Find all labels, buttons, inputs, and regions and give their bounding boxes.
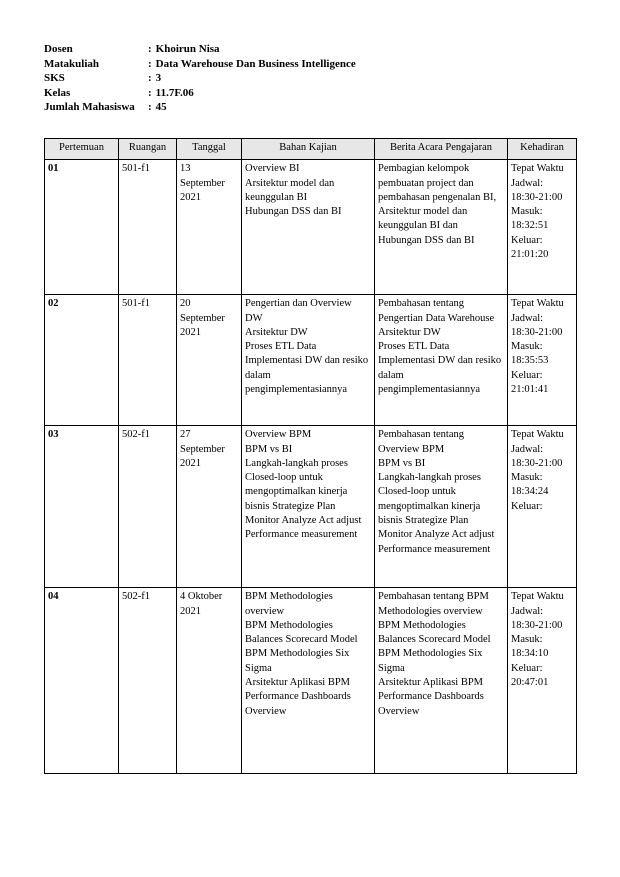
date-cell: 4 Oktober 2021 [177, 588, 242, 774]
cell-line: Langkah-langkah proses Closed-loop untuk mengoptimalkan kinerja bisnis Strategize Plan Monitor Analyze Act adjust [378, 472, 495, 541]
attendance-cell [508, 426, 577, 588]
cell-line: Jadwal: 18:30-21:00 [511, 605, 563, 631]
cell-line: Jadwal: 18:30-21:00 [511, 177, 563, 203]
table-row [45, 295, 577, 426]
cell-line: BPM Methodologies Balances Scorecard Model [245, 619, 358, 646]
info-separator: : [148, 43, 152, 55]
room-cell: 502-f1 [119, 426, 177, 588]
table-row [45, 426, 577, 588]
cell-line: Pembahasan tentang BPM Methodologies overview [378, 591, 489, 617]
cell-line: Performance measurement [378, 543, 491, 555]
info-value: Khoirun Nisa [155, 43, 220, 55]
room-cell: 501-f1 [119, 295, 177, 426]
topic-cell [242, 295, 375, 426]
info-label: Matakuliah [44, 57, 100, 70]
meeting-number-cell: 02 [45, 295, 119, 426]
info-value: 11.7F.06 [155, 86, 194, 99]
cell-line: Jadwal: 18:30-21:00 [511, 443, 563, 469]
info-row-credits [44, 71, 356, 86]
table-header-row [45, 139, 577, 160]
cell-line: Performance Dashboards Overview [378, 691, 484, 717]
cell-line: Pengertian dan Overview DW [245, 298, 352, 324]
meeting-table-container [44, 138, 576, 774]
info-label: SKS [44, 72, 65, 84]
column-header-date: Tanggal [177, 139, 242, 160]
meeting-table [44, 138, 577, 774]
cell-line: BPM Methodologies Balances Scorecard Model [378, 619, 491, 646]
cell-line: BPM vs BI [378, 457, 426, 469]
cell-line: Jadwal: 18:30-21:00 [511, 312, 563, 338]
info-value: 3 [155, 72, 162, 84]
attendance-cell [508, 160, 577, 295]
info-row-course [44, 57, 356, 72]
cell-line: BPM Methodologies Six Sigma [378, 648, 483, 674]
info-row-class [44, 86, 356, 101]
cell-line: Overview BPM [245, 429, 312, 441]
report-cell [375, 160, 508, 295]
cell-line: Keluar: 20:47:01 [511, 662, 549, 689]
table-row [45, 160, 577, 295]
cell-line: Keluar: [511, 500, 543, 512]
cell-line: Overview BPM [378, 443, 445, 455]
cell-line: Arsitektur DW [245, 326, 308, 338]
cell-line: Masuk: 18:35:53 [511, 341, 549, 367]
date-cell: 13 September 2021 [177, 160, 242, 295]
info-separator: : [148, 72, 152, 84]
meeting-number-cell: 01 [45, 160, 119, 295]
cell-line: Arsitektur model dan keunggulan BI [245, 177, 335, 203]
cell-line: Hubungan DSS dan BI [245, 206, 342, 218]
column-header-topic: Bahan Kajian [242, 139, 375, 160]
info-row-students [44, 100, 356, 115]
table-body [45, 160, 577, 774]
column-header-meeting: Pertemuan [45, 139, 119, 160]
cell-line: Overview BI [245, 163, 300, 175]
report-cell [375, 295, 508, 426]
table-row [45, 588, 577, 774]
cell-line: Masuk: 18:34:24 [511, 472, 549, 498]
cell-line: Masuk: 18:34:10 [511, 634, 549, 660]
cell-line: Implementasi DW dan resiko dalam pengimplementasiannya [245, 355, 369, 396]
cell-line: Tepat Waktu [511, 429, 564, 441]
date-cell: 27 September 2021 [177, 426, 242, 588]
info-label: Jumlah Mahasiswa [44, 101, 135, 113]
column-header-attendance: Kehadiran [508, 139, 577, 160]
cell-line: Tepat Waktu [511, 163, 564, 175]
cell-line: Keluar: 21:01:20 [511, 234, 549, 261]
room-cell: 502-f1 [119, 588, 177, 774]
cell-line: Performance Dashboards Overview [245, 691, 351, 717]
cell-line: Arsitektur Aplikasi BPM [378, 677, 484, 689]
info-label: Dosen [44, 43, 73, 55]
meeting-number-cell: 04 [45, 588, 119, 774]
attendance-cell [508, 588, 577, 774]
column-header-report: Berita Acara Pengajaran [375, 139, 508, 160]
course-info [44, 42, 356, 115]
cell-line: Pembahasan tentang [378, 429, 465, 441]
cell-line: Langkah-langkah proses Closed-loop untuk mengoptimalkan kinerja bisnis Strategize Plan Monitor Analyze Act adjust [245, 457, 362, 527]
info-value: 45 [155, 101, 167, 113]
cell-line: Pembagian kelompok pembuatan project dan pembahasan pengenalan BI, Arsitektur model dan keunggulan BI dan Hubungan DSS dan BI [378, 163, 497, 246]
info-row-lecturer [44, 42, 356, 57]
info-value: Data Warehouse Dan Business Intelligence [155, 57, 356, 70]
cell-line: Pembahasan tentang Pengertian Data Warehouse Arsitektur DW [378, 298, 495, 338]
cell-line: Proses ETL Data [378, 341, 450, 353]
date-cell: 20 September 2021 [177, 295, 242, 426]
cell-line: Proses ETL Data [245, 341, 317, 353]
attendance-cell [508, 295, 577, 426]
topic-cell [242, 588, 375, 774]
report-cell [375, 588, 508, 774]
info-separator: : [148, 86, 152, 99]
info-label: Kelas [44, 86, 71, 99]
topic-cell [242, 426, 375, 588]
cell-line: Masuk: 18:32:51 [511, 206, 549, 232]
cell-line: Performance measurement [245, 529, 358, 541]
cell-line: BPM Methodologies Six Sigma [245, 648, 350, 674]
cell-line: Implementasi DW dan resiko dalam pengimplementasiannya [378, 355, 502, 396]
cell-line: Keluar: 21:01:41 [511, 369, 549, 396]
report-cell [375, 426, 508, 588]
cell-line: Arsitektur Aplikasi BPM [245, 677, 351, 689]
topic-cell [242, 160, 375, 295]
info-separator: : [148, 57, 152, 70]
cell-line: BPM vs BI [245, 443, 293, 455]
info-separator: : [148, 101, 152, 113]
cell-line: Tepat Waktu [511, 591, 564, 603]
cell-line: BPM Methodologies overview [245, 591, 333, 617]
meeting-number-cell: 03 [45, 426, 119, 588]
cell-line: Tepat Waktu [511, 298, 564, 310]
room-cell: 501-f1 [119, 160, 177, 295]
column-header-room: Ruangan [119, 139, 177, 160]
